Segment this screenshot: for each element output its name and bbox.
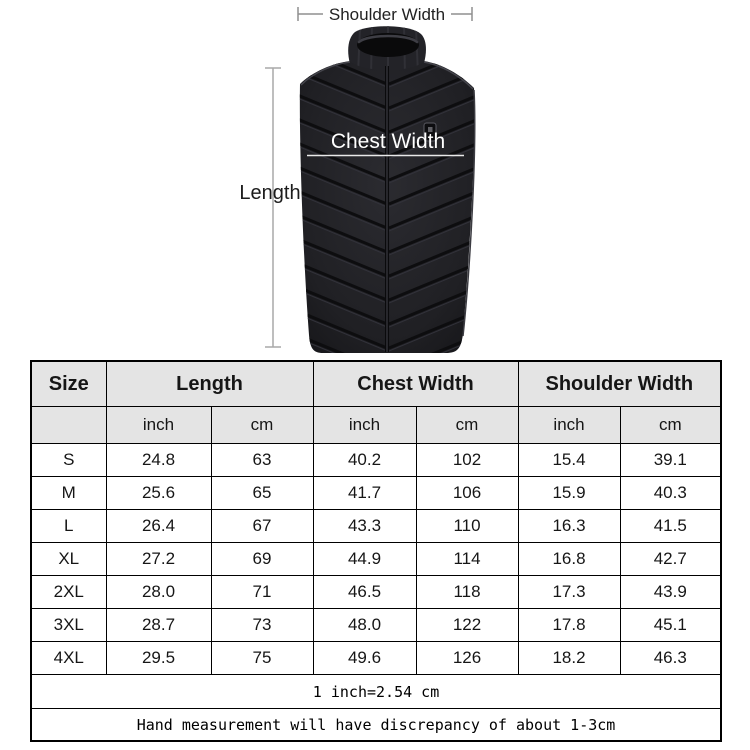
chest-width-label: Chest Width xyxy=(330,130,446,153)
value-cell: 24.8 xyxy=(106,444,211,477)
value-cell: 69 xyxy=(211,543,313,576)
value-cell: 45.1 xyxy=(620,609,721,642)
value-cell: 28.7 xyxy=(106,609,211,642)
table-row-xl xyxy=(31,543,721,576)
value-cell: 63 xyxy=(211,444,313,477)
value-cell: 67 xyxy=(211,510,313,543)
value-cell: 65 xyxy=(211,477,313,510)
unit-cell-length-inch: inch xyxy=(106,407,211,444)
size-cell: M xyxy=(31,477,106,510)
table-row-l xyxy=(31,510,721,543)
table-unit-row xyxy=(31,407,721,444)
vest-illustration xyxy=(290,24,486,362)
value-cell: 41.7 xyxy=(313,477,416,510)
value-cell: 75 xyxy=(211,642,313,675)
value-cell: 39.1 xyxy=(620,444,721,477)
size-cell: 4XL xyxy=(31,642,106,675)
col-header-length: Length xyxy=(106,361,313,407)
value-cell: 43.9 xyxy=(620,576,721,609)
unit-cell-length-cm: cm xyxy=(211,407,313,444)
shoulder-width-label: Shoulder Width xyxy=(328,5,446,24)
col-header-chest-width: Chest Width xyxy=(313,361,518,407)
value-cell: 48.0 xyxy=(313,609,416,642)
value-cell: 27.2 xyxy=(106,543,211,576)
table-header-row xyxy=(31,361,721,407)
value-cell: 25.6 xyxy=(106,477,211,510)
value-cell: 44.9 xyxy=(313,543,416,576)
value-cell: 43.3 xyxy=(313,510,416,543)
table-row-s xyxy=(31,444,721,477)
table-row-m xyxy=(31,477,721,510)
value-cell: 122 xyxy=(416,609,518,642)
value-cell: 46.3 xyxy=(620,642,721,675)
chest-width-annotation xyxy=(307,130,464,156)
value-cell: 15.4 xyxy=(518,444,620,477)
size-cell: L xyxy=(31,510,106,543)
unit-cell-chest-inch: inch xyxy=(313,407,416,444)
col-header-size: Size xyxy=(31,361,106,407)
value-cell: 17.3 xyxy=(518,576,620,609)
value-cell: 16.8 xyxy=(518,543,620,576)
unit-cell-shoulder-cm: cm xyxy=(620,407,721,444)
value-cell: 126 xyxy=(416,642,518,675)
value-cell: 114 xyxy=(416,543,518,576)
size-cell: 3XL xyxy=(31,609,106,642)
size-cell: 2XL xyxy=(31,576,106,609)
table-row-2xl xyxy=(31,576,721,609)
col-header-shoulder-width: Shoulder Width xyxy=(518,361,721,407)
measurement-note: Hand measurement will have discrepancy of about 1-3cm xyxy=(31,709,721,742)
value-cell: 42.7 xyxy=(620,543,721,576)
value-cell: 17.8 xyxy=(518,609,620,642)
value-cell: 41.5 xyxy=(620,510,721,543)
size-cell: S xyxy=(31,444,106,477)
value-cell: 73 xyxy=(211,609,313,642)
value-cell: 18.2 xyxy=(518,642,620,675)
unit-cell-chest-cm: cm xyxy=(416,407,518,444)
value-cell: 46.5 xyxy=(313,576,416,609)
value-cell: 102 xyxy=(416,444,518,477)
length-label: Length xyxy=(239,182,301,204)
conversion-note: 1 inch=2.54 cm xyxy=(31,675,721,709)
value-cell: 40.3 xyxy=(620,477,721,510)
table-row-3xl xyxy=(31,609,721,642)
value-cell: 29.5 xyxy=(106,642,211,675)
value-cell: 106 xyxy=(416,477,518,510)
value-cell: 16.3 xyxy=(518,510,620,543)
value-cell: 110 xyxy=(416,510,518,543)
value-cell: 15.9 xyxy=(518,477,620,510)
value-cell: 28.0 xyxy=(106,576,211,609)
vest-measurement-diagram xyxy=(0,0,750,362)
value-cell: 71 xyxy=(211,576,313,609)
unit-cell-shoulder-inch: inch xyxy=(518,407,620,444)
table-row-4xl xyxy=(31,642,721,675)
footnote-measurement-row xyxy=(31,709,721,742)
length-annotation xyxy=(239,68,300,347)
size-table xyxy=(30,360,722,742)
shoulder-width-annotation xyxy=(298,5,472,24)
value-cell: 26.4 xyxy=(106,510,211,543)
unit-cell-empty xyxy=(31,407,106,444)
value-cell: 49.6 xyxy=(313,642,416,675)
footnote-conversion-row xyxy=(31,675,721,709)
value-cell: 118 xyxy=(416,576,518,609)
size-cell: XL xyxy=(31,543,106,576)
value-cell: 40.2 xyxy=(313,444,416,477)
